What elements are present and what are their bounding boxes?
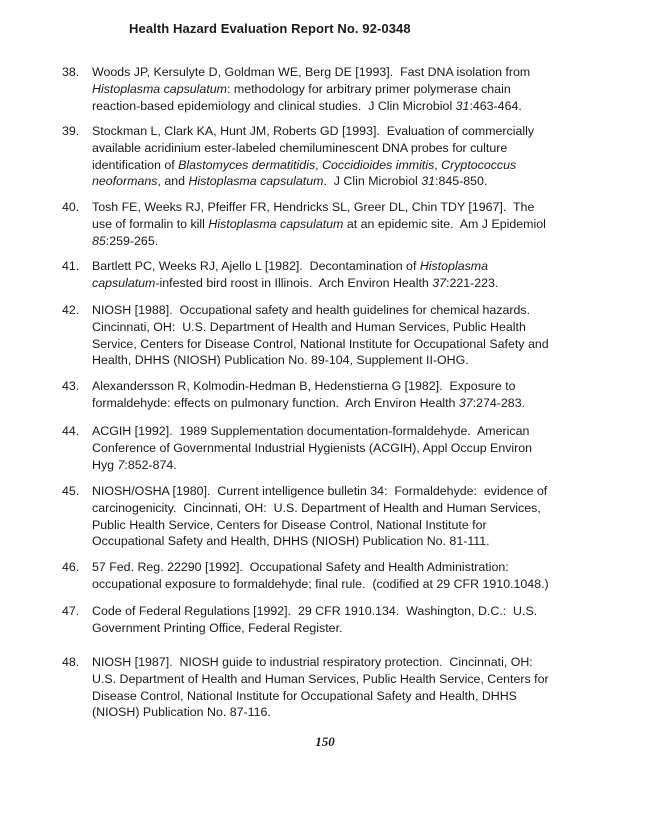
text-segment: reaction-based epidemiology and clinical studies. J Clin Microbiol: [92, 98, 456, 113]
italic-text-segment: Coccidioides immitis: [322, 157, 435, 172]
reference-line: [92, 423, 612, 440]
text-segment: 57 Fed. Reg. 22290 [1992]. Occupational Safety and Health Administration:: [92, 560, 509, 574]
text-segment: . J Clin Microbiol: [323, 174, 422, 189]
text-segment: Government Printing Office, Federal Register.: [92, 620, 343, 635]
italic-text-segment: 31: [455, 98, 470, 113]
reference-item: [62, 654, 612, 721]
italic-text-segment: 85: [92, 233, 106, 248]
text-segment: :845-850.: [435, 174, 488, 189]
text-segment: Alexandersson R, Kolmodin-Hedman B, Hedenstierna G [1982]. Exposure to: [92, 379, 516, 393]
text-segment: Occupational Safety and Health, DHHS (NIOSH) Publication No. 81-111.: [92, 534, 490, 549]
text-segment: use of formalin to kill: [92, 216, 209, 231]
reference-line: [92, 603, 612, 620]
italic-text-segment: Cryptococcus: [441, 157, 517, 172]
reference-text: [92, 483, 612, 550]
reference-number: 39.: [62, 124, 80, 138]
reference-item: [62, 603, 612, 637]
reference-text: [92, 423, 612, 473]
reference-line: [92, 173, 612, 190]
italic-text-segment: Histoplasma capsulatum: [208, 216, 344, 231]
text-segment: ,: [315, 157, 323, 172]
reference-item: [62, 64, 612, 114]
reference-number: 48.: [62, 655, 80, 669]
reference-number: 40.: [62, 200, 80, 214]
report-header: Health Hazard Evaluation Report No. 92-0348: [129, 21, 411, 36]
reference-line: [92, 704, 612, 721]
reference-number: 44.: [62, 424, 80, 438]
text-segment: :221-223.: [446, 275, 499, 290]
text-segment: available acridinium ester-labeled chemiluminescent DNA probes for culture: [92, 140, 508, 155]
text-segment: NIOSH/OSHA [1980]. Current intelligence bulletin 34: Formaldehyde: evidence of: [92, 484, 548, 498]
reference-item: [62, 258, 612, 292]
reference-line: [92, 258, 612, 275]
reference-text: [92, 603, 612, 637]
text-segment: -infested bird roost in Illinois. Arch Environ Health: [155, 275, 433, 290]
reference-text: [92, 378, 612, 412]
reference-line: [92, 123, 612, 140]
text-segment: formaldehyde: effects on pulmonary function. Arch Environ Health: [92, 395, 459, 410]
italic-text-segment: 7: [117, 457, 125, 472]
reference-item: [62, 483, 612, 550]
reference-number: 46.: [62, 560, 80, 574]
italic-text-segment: capsulatum: [92, 275, 156, 290]
reference-line: [92, 395, 612, 412]
reference-line: [92, 98, 612, 115]
text-segment: :274-283.: [472, 395, 526, 410]
reference-line: [92, 483, 612, 500]
reference-text: [92, 199, 612, 249]
reference-number: 43.: [62, 379, 80, 393]
reference-line: [92, 336, 612, 353]
italic-text-segment: 31: [421, 174, 436, 189]
reference-item: [62, 559, 612, 593]
text-segment: Disease Control, National Institute for Occupational Safety and Health, DHHS: [92, 688, 517, 703]
reference-line: [92, 654, 612, 671]
text-segment: Stockman L, Clark KA, Hunt JM, Roberts GD [1993]. Evaluation of commercially: [92, 124, 535, 138]
text-segment: : methodology for arbitrary primer polymerase chain: [226, 81, 511, 96]
text-segment: :259-265.: [105, 233, 159, 248]
reference-line: [92, 81, 612, 98]
reference-line: [92, 216, 612, 233]
reference-number: 47.: [62, 604, 80, 618]
reference-line: [92, 517, 612, 534]
reference-line: [92, 302, 612, 319]
reference-line: [92, 378, 612, 395]
reference-number: 38.: [62, 65, 80, 79]
reference-line: [92, 140, 612, 157]
text-segment: Service, Centers for Disease Control, National Institute for Occupational Safety and: [92, 336, 549, 351]
text-segment: occupational exposure to formaldehyde; final rule. (codified at 29 CFR 1910.1048.): [92, 576, 549, 591]
reference-line: [92, 533, 612, 550]
italic-text-segment: Histoplasma: [419, 259, 489, 273]
reference-line: [92, 233, 612, 250]
reference-line: [92, 319, 612, 336]
text-segment: NIOSH [1987]. NIOSH guide to industrial respiratory protection. Cincinnati, OH:: [92, 655, 533, 669]
reference-line: [92, 671, 612, 688]
text-segment: Woods JP, Kersulyte D, Goldman WE, Berg DE [1993]. Fast DNA isolation from: [92, 65, 531, 79]
reference-line: [92, 500, 612, 517]
italic-text-segment: 37: [432, 275, 447, 290]
text-segment: ACGIH [1992]. 1989 Supplementation documentation-formaldehyde. American: [92, 424, 530, 438]
reference-text: [92, 559, 612, 593]
reference-text: [92, 302, 612, 369]
reference-line: [92, 352, 612, 369]
text-segment: :463-464.: [469, 98, 522, 113]
text-segment: U.S. Department of Health and Human Services, Public Health Service, Centers for: [92, 671, 549, 686]
reference-item: [62, 423, 612, 473]
reference-item: [62, 199, 612, 249]
italic-text-segment: Histoplasma capsulatum: [92, 81, 227, 96]
reference-line: [92, 440, 612, 457]
reference-line: [92, 275, 612, 292]
reference-text: [92, 64, 612, 114]
reference-text: [92, 654, 612, 721]
reference-item: [62, 123, 612, 190]
text-segment: identification of: [92, 157, 179, 172]
text-segment: ,: [434, 157, 442, 172]
reference-line: [92, 620, 612, 637]
page-number: 150: [315, 734, 335, 749]
reference-item: [62, 378, 612, 412]
reference-line: [92, 576, 612, 593]
text-segment: Conference of Governmental Industrial Hygienists (ACGIH), Appl Occup Environ: [92, 440, 533, 455]
text-segment: Bartlett PC, Weeks RJ, Ajello L [1982]. Decontamination of: [92, 259, 420, 273]
italic-text-segment: Blastomyces dermatitidis: [178, 157, 316, 172]
text-segment: Code of Federal Regulations [1992]. 29 CFR 1910.134. Washington, D.C.: U.S.: [92, 604, 538, 618]
reference-line: [92, 457, 612, 474]
reference-number: 41.: [62, 259, 80, 273]
reference-line: [92, 559, 612, 576]
reference-line: [92, 199, 612, 216]
italic-text-segment: neoformans: [92, 174, 158, 189]
text-segment: Cincinnati, OH: U.S. Department of Health and Human Services, Public Health: [92, 319, 526, 334]
italic-text-segment: Histoplasma capsulatum: [188, 174, 324, 189]
text-segment: , and: [157, 174, 189, 189]
reference-number: 45.: [62, 484, 80, 498]
text-segment: Public Health Service, Centers for Disease Control, National Institute for: [92, 517, 487, 532]
reference-text: [92, 123, 612, 190]
text-segment: :852-874.: [124, 457, 177, 472]
reference-number: 42.: [62, 303, 80, 317]
text-segment: Hyg: [92, 457, 118, 472]
text-segment: Health, DHHS (NIOSH) Publication No. 89-104, Supplement II-OHG.: [92, 353, 469, 368]
reference-item: [62, 302, 612, 369]
reference-line: [92, 64, 612, 81]
text-segment: (NIOSH) Publication No. 87-116.: [92, 705, 271, 720]
reference-line: [92, 157, 612, 174]
text-segment: NIOSH [1988]. Occupational safety and health guidelines for chemical hazards.: [92, 303, 531, 317]
text-segment: carcinogenicity. Cincinnati, OH: U.S. Department of Health and Human Services,: [92, 500, 541, 515]
italic-text-segment: 37: [458, 395, 473, 410]
reference-text: [92, 258, 612, 292]
text-segment: Tosh FE, Weeks RJ, Pfeiffer FR, Hendricks SL, Greer DL, Chin TDY [1967]. The: [92, 200, 535, 214]
reference-line: [92, 688, 612, 705]
text-segment: at an epidemic site. Am J Epidemiol: [343, 216, 546, 231]
